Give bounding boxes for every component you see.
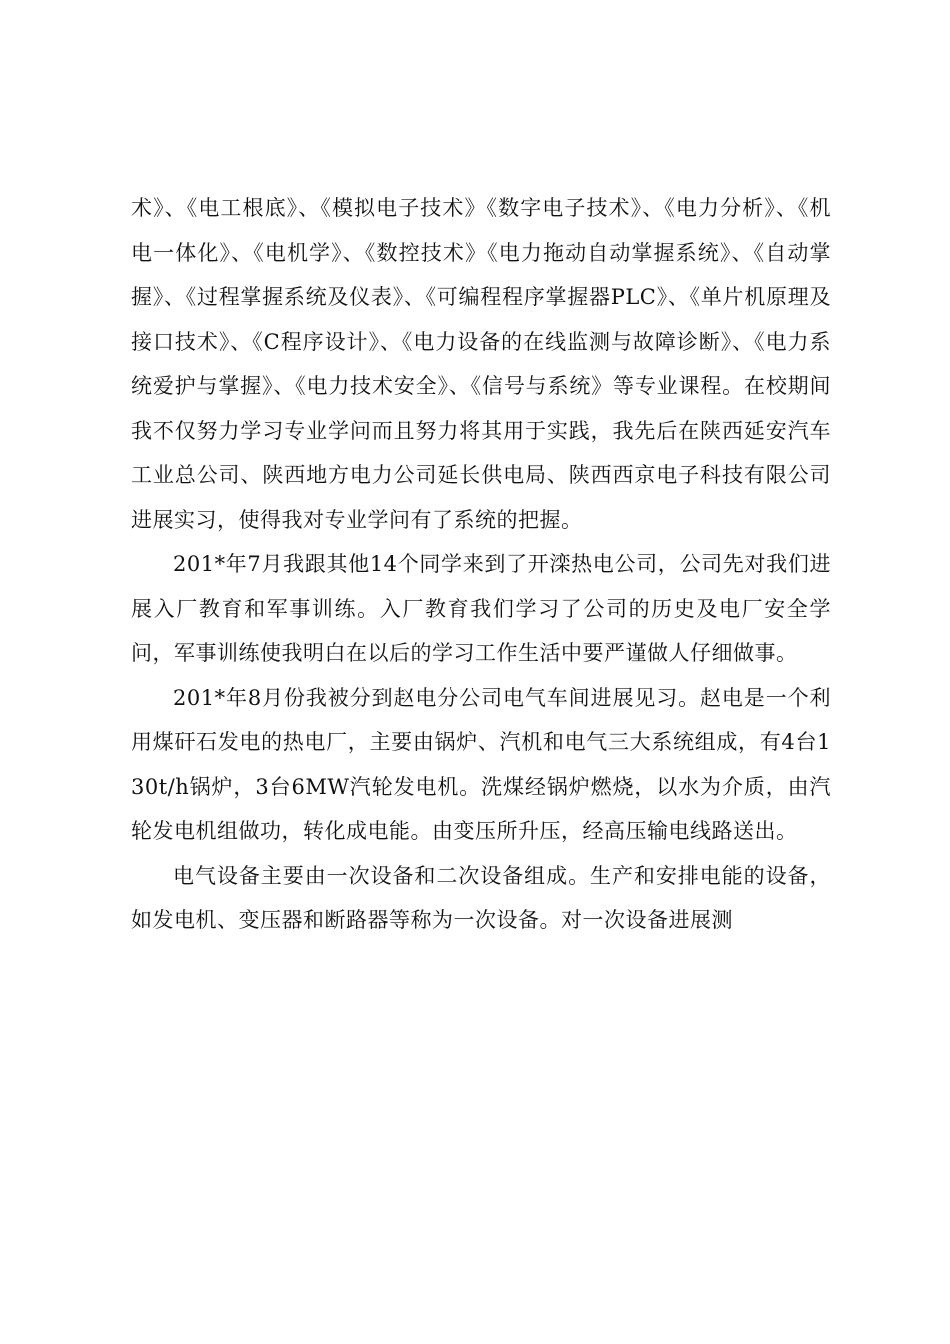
- paragraph-course-list: 术》、《电工根底》、《模拟电子技术》《数字电子技术》、《电力分析》、《机电一体化》、《电机学》、《数控技术》《电力拖动自动掌握系统》、《自动掌握》、《过程掌握系统及仪表》、《可编程程序掌握器PLC》、《单片机原理及接口技术》、《C程序设计》、《电力设备的在线监测与故障诊断》、《电力系统爱护与掌握》、《电力技术安全》、《信号与系统》等专业课程。在校期间我不仅努力学习专业学问而且努力将其用于实践，我先后在陕西延安汽车工业总公司、陕西地方电力公司延长供电局、陕西西京电子科技有限公司进展实习，使得我对专业学问有了系统的把握。: [131, 196, 831, 532]
- paragraph-zhaodian-intro: 201*年8月份我被分到赵电分公司电气车间进展见习。赵电是一个利用煤矸石发电的热电厂，主要由锅炉、汽机和电气三大系统组成，有4台130t/h锅炉，3台6MW汽轮发电机。洗煤经锅炉燃烧，以水为介质，由汽轮发电机组做功，转化成电能。由变压所升压，经高压输电线路送出。: [131, 685, 831, 843]
- paragraph-electrical-equipment: 电气设备主要由一次设备和二次设备组成。生产和安排电能的设备，如发电机、变压器和断路器等称为一次设备。对一次设备进展测: [131, 863, 831, 932]
- paragraph-company-arrival: 201*年7月我跟其他14个同学来到了开滦热电公司，公司先对我们进展入厂教育和军事训练。入厂教育我们学习了公司的历史及电厂安全学问，军事训练使我明白在以后的学习工作生活中要严谨做人仔细做事。: [131, 552, 831, 665]
- document-body: [131, 186, 831, 943]
